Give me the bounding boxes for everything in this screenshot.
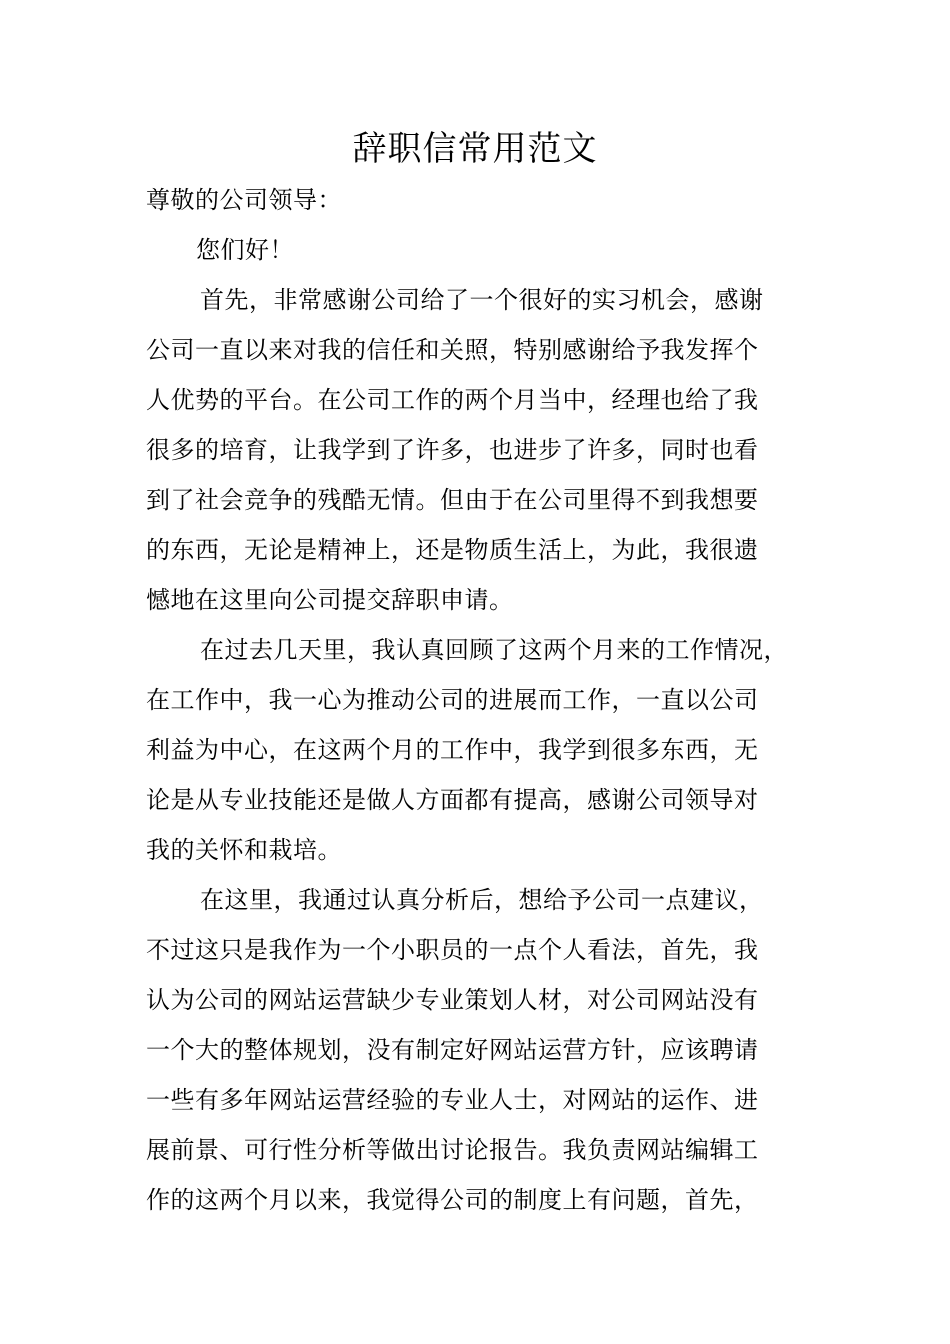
- paragraph-2-line-1: 在过去几天里，我认真回顾了这两个月来的工作情况，: [200, 636, 788, 664]
- paragraph-2-line-5: 我的关怀和栽培。: [146, 836, 342, 864]
- paragraph-1-line-7: 憾地在这里向公司提交辞职申请。: [146, 586, 514, 614]
- paragraph-3-line-6: 展前景、可行性分析等做出讨论报告。我负责网站编辑工: [146, 1136, 759, 1164]
- paragraph-2-line-3: 利益为中心，在这两个月的工作中，我学到很多东西，无: [146, 736, 759, 764]
- paragraph-1-line-3: 人优势的平台。在公司工作的两个月当中，经理也给了我: [146, 386, 759, 414]
- paragraph-3-line-1: 在这里，我通过认真分析后，想给予公司一点建议，: [200, 886, 764, 914]
- paragraph-1-line-2: 公司一直以来对我的信任和关照，特别感谢给予我发挥个: [146, 336, 759, 364]
- paragraph-2-line-2: 在工作中，我一心为推动公司的进展而工作，一直以公司: [146, 686, 759, 714]
- paragraph-2-line-4: 论是从专业技能还是做人方面都有提高，感谢公司领导对: [146, 786, 759, 814]
- paragraph-1-line-5: 到了社会竞争的残酷无情。但由于在公司里得不到我想要: [146, 486, 759, 514]
- paragraph-3-line-2: 不过这只是我作为一个小职员的一点个人看法，首先，我: [146, 936, 759, 964]
- paragraph-3-line-4: 一个大的整体规划，没有制定好网站运营方针，应该聘请: [146, 1036, 759, 1064]
- paragraph-3-line-5: 一些有多年网站运营经验的专业人士，对网站的运作、进: [146, 1086, 759, 1114]
- greeting-line: 您们好！: [196, 236, 294, 264]
- salutation-line: 尊敬的公司领导：: [146, 186, 342, 214]
- paragraph-1-line-1: 首先，非常感谢公司给了一个很好的实习机会，感谢: [200, 286, 764, 314]
- paragraph-1-line-4: 很多的培育，让我学到了许多，也进步了许多，同时也看: [146, 436, 759, 464]
- paragraph-3-line-7: 作的这两个月以来，我觉得公司的制度上有问题，首先，: [146, 1186, 759, 1214]
- paragraph-1-line-6: 的东西，无论是精神上，还是物质生活上，为此，我很遗: [146, 536, 759, 564]
- document-title: 辞职信常用范文: [352, 129, 598, 169]
- paragraph-3-line-3: 认为公司的网站运营缺少专业策划人材，对公司网站没有: [146, 986, 759, 1014]
